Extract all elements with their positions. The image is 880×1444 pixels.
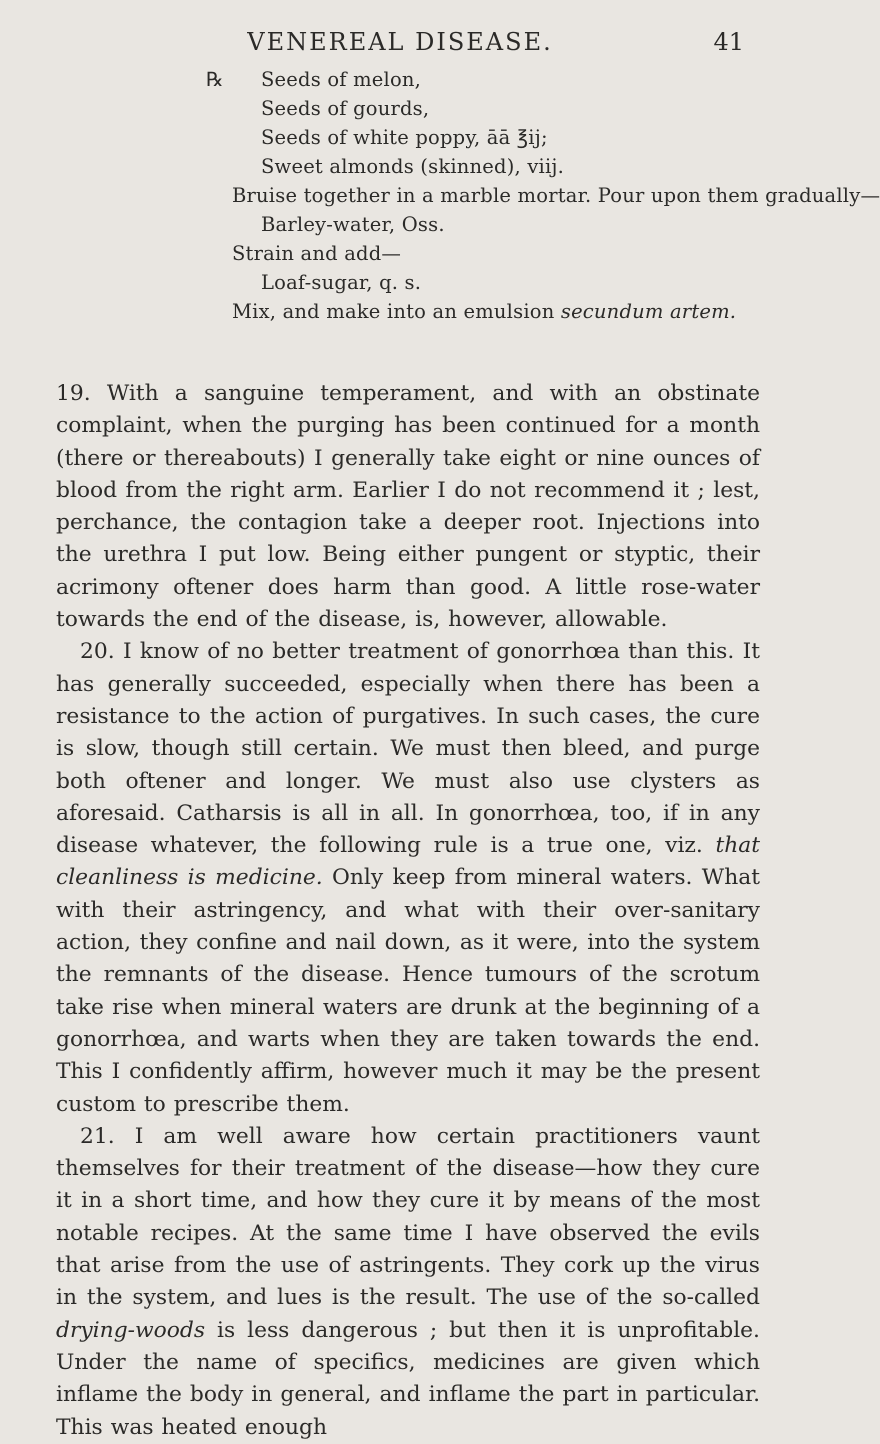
paragraph-20-text: 20. I know of no better treatment of gonorrhœa than this. It has generally succeeded, especially when there has been a resistance to the action of purgatives. In such cases, the cure is slow, though still certain. We must then bleed, and purge both oftener and longer. We must also use clysters as aforesaid. Catharsis is all in all. In gonorrhœa, too, if in any disease whatever, the following rule is a true one, viz.: [56, 639, 760, 859]
running-head: VENEREAL DISEASE.: [247, 28, 553, 56]
paragraph-21-text: 21. I am well aware how certain practitioners vaunt themselves for their treatment of the disease—how they cure it in a short time, and how they cure it by means of the most notable recipes. At the same time I have observed the evils that arise from the use of astringents. They cork up the virus in the system, and lues is the result. The use of the so-called: [56, 1123, 760, 1311]
recipe-instruction: Strain and add—: [232, 242, 402, 265]
recipe-ingredient: Seeds of white poppy, āā ℥ij;: [261, 126, 548, 149]
paragraph-21-text: is less dangerous ; but then it is unprofitable. Under the name of specifics, medicines are given which inflame the body in general, and inflame the part in particular. This was heated enough: [56, 1317, 760, 1440]
recipe-instruction: Bruise together in a marble mortar. Pour upon them gradually—: [232, 184, 880, 207]
recipe-ingredient: Seeds of melon,: [261, 68, 422, 91]
recipe-ingredient: Barley-water, Oss.: [261, 213, 445, 236]
body-text: [56, 378, 760, 1444]
recipe-ingredient: Seeds of gourds,: [261, 97, 430, 120]
page-header: [0, 28, 800, 60]
paragraph-19: 19. With a sanguine temperament, and with an obstinate complaint, when the purging has been continued for a month (there or thereabouts) I generally take eight or nine ounces of blood from the right arm. Earlier I do not recommend it ; lest, perchance, the contagion take a deeper root. Injections into the urethra I put low. Being either pungent or styptic, their acrimony oftener does harm than good. A little rose-water towards the end of the disease, is, however, allowable.: [56, 381, 760, 633]
recipe-latin-phrase: secundum artem.: [560, 300, 737, 323]
page-number: 41: [713, 28, 744, 56]
paragraph-21: [56, 1121, 760, 1444]
paragraph-20-text: Only keep from mineral waters. What with their astringency, and what with their over-sanitary action, they confine and nail down, as it were, into the system the remnants of the disease. Hence tumours of the scrotum take rise when mineral waters are drunk at the beginning of a gonorrhœa, and warts when they are taken towards the end. This I confidently affirm, however much it may be the present custom to prescribe them.: [56, 865, 760, 1117]
recipe-ingredient: Sweet almonds (skinned), viij.: [261, 155, 565, 178]
paragraph-20: [56, 636, 760, 1120]
recipe-symbol: ℞: [206, 68, 224, 91]
paragraph-21-emphasis: drying-woods: [56, 1317, 206, 1343]
recipe-instruction-text: Mix, and make into an emulsion: [232, 300, 561, 323]
recipe-ingredient: Loaf-sugar, q. s.: [261, 271, 422, 294]
paragraph-20-emphasis: that cleanliness is medicine.: [56, 833, 760, 891]
recipe-instruction: [232, 300, 736, 323]
